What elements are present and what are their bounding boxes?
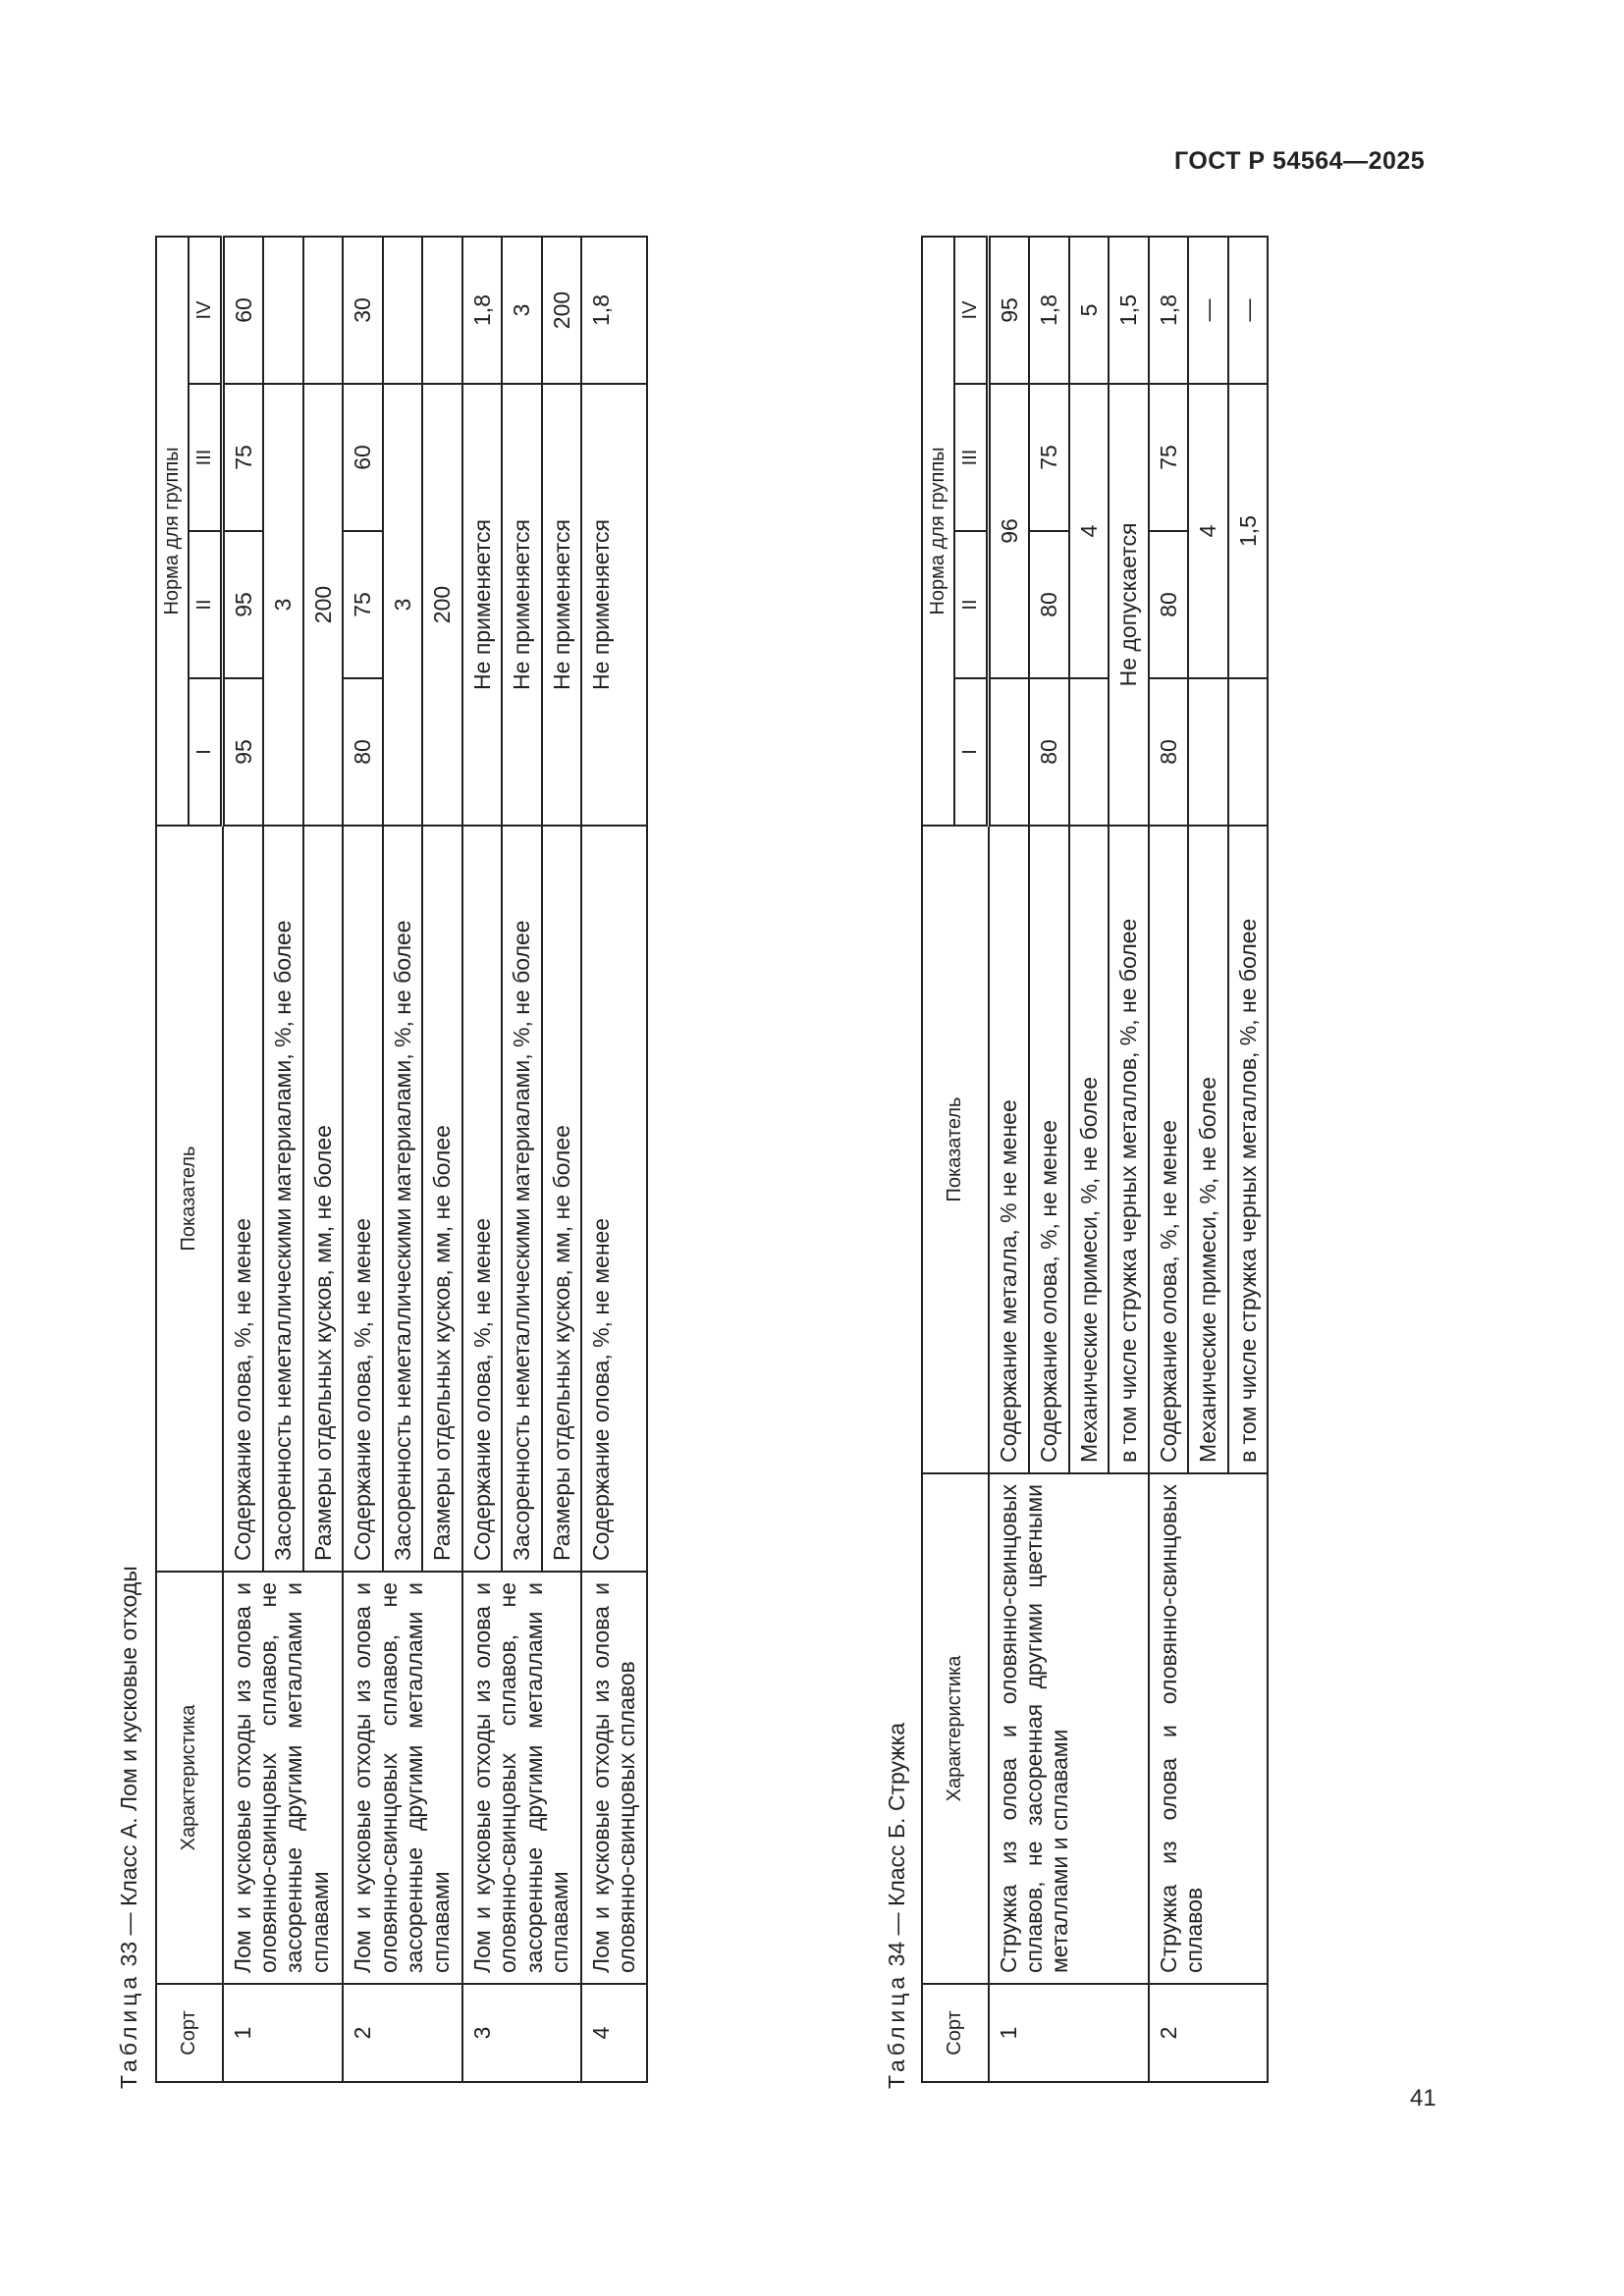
norm-cell: 75 xyxy=(223,384,264,531)
indicator-cell: Механические примеси, %, не более xyxy=(1188,826,1227,1473)
characteristic-cell: Лом и кусковые отходы из олова и оловянно-свинцовых сплавов, не засоренные другими металлами и сплавами xyxy=(462,1572,581,1984)
norm-cell: 1,8 xyxy=(581,237,647,384)
indicator-cell: Содержание олова, %, не менее xyxy=(462,826,502,1572)
norm-cell-empty xyxy=(1188,678,1227,826)
norm-cell: 1,8 xyxy=(1149,237,1188,384)
indicator-cell: в том числе стружка черных металлов, %, не более xyxy=(1228,826,1268,1473)
grade-cell: 3 xyxy=(462,1984,581,2082)
header-group-2: II xyxy=(954,531,989,678)
indicator-cell: Содержание олова, %, не менее xyxy=(223,826,264,1572)
norm-cell: Не применяется xyxy=(581,384,647,826)
indicator-cell: Содержание олова, %, не менее xyxy=(1149,826,1188,1473)
norm-cell-empty xyxy=(263,237,302,384)
page-number: 41 xyxy=(1410,2085,1436,2111)
norm-cell: 200 xyxy=(303,384,343,826)
norm-cell: Не применяется xyxy=(462,384,502,826)
header-grade: Сорт xyxy=(922,1984,989,2082)
norm-cell: 60 xyxy=(223,237,264,384)
standard-header: ГОСТ Р 54564—2025 xyxy=(1174,147,1426,175)
characteristic-cell: Стружка из олова и оловянно-свинцовых сплавов, не засоренная другими цветными металлами и сплавами xyxy=(989,1473,1149,1984)
norm-cell: 1,5 xyxy=(1109,237,1148,384)
norm-cell: 30 xyxy=(343,237,382,384)
characteristic-cell: Лом и кусковые отходы из олова и оловянно-свинцовых сплавов xyxy=(581,1572,647,1984)
header-characteristic: Характеристика xyxy=(156,1572,223,1984)
norm-cell-empty xyxy=(989,678,1030,826)
norm-cell-empty xyxy=(1069,678,1109,826)
header-characteristic: Характеристика xyxy=(922,1473,989,1984)
header-group-3: III xyxy=(954,384,989,531)
norm-cell: 3 xyxy=(502,237,541,384)
norm-cell: 95 xyxy=(989,237,1030,384)
header-group-1: I xyxy=(954,678,989,826)
indicator-cell: Содержание олова, %, не менее xyxy=(581,826,647,1572)
norm-cell: 95 xyxy=(223,678,264,826)
grade-cell: 1 xyxy=(223,1984,344,2082)
grade-cell: 2 xyxy=(343,1984,461,2082)
norm-cell: Не применяется xyxy=(542,384,581,826)
norm-cell: 80 xyxy=(1029,678,1068,826)
header-indicator: Показатель xyxy=(922,826,989,1473)
table34 xyxy=(921,236,1269,2083)
norm-cell: 95 xyxy=(223,531,264,678)
indicator-cell: Засоренность неметаллическими материалами, %, не более xyxy=(263,826,302,1572)
characteristic-cell: Лом и кусковые отходы из олова и оловянно-свинцовых сплавов, не засоренные другими металлами и сплавами xyxy=(343,1572,461,1984)
characteristic-cell: Стружка из олова и оловянно-свинцовых сплавов xyxy=(1149,1473,1268,1984)
norm-cell: 1,8 xyxy=(462,237,502,384)
grade-cell: 2 xyxy=(1149,1984,1268,2082)
norm-cell: 80 xyxy=(1029,531,1068,678)
indicator-cell: Засоренность неметаллическими материалами, %, не более xyxy=(383,826,422,1572)
norm-cell: 200 xyxy=(542,237,581,384)
norm-cell: 80 xyxy=(343,678,382,826)
indicator-cell: Размеры отдельных кусков, мм, не более xyxy=(303,826,343,1572)
characteristic-cell: Лом и кусковые отходы из олова и оловянно-свинцовых сплавов, не засоренные другими металлами и сплавами xyxy=(223,1572,344,1984)
header-group-1: I xyxy=(189,678,223,826)
norm-cell: 75 xyxy=(1149,384,1188,531)
norm-cell-empty xyxy=(1228,678,1268,826)
norm-cell-empty xyxy=(422,237,461,384)
grade-cell: 4 xyxy=(581,1984,647,2082)
header-norm: Норма для группы xyxy=(922,237,954,826)
norm-cell: 4 xyxy=(1069,384,1109,678)
indicator-cell: Засоренность неметаллическими материалами, %, не более xyxy=(502,826,541,1572)
norm-cell-empty xyxy=(303,237,343,384)
norm-cell: Не допускается xyxy=(1109,384,1148,826)
indicator-cell: Содержание олова, %, не менее xyxy=(1029,826,1068,1473)
header-group-4: IV xyxy=(189,237,223,384)
table33 xyxy=(155,236,648,2083)
header-group-2: II xyxy=(189,531,223,678)
header-group-4: IV xyxy=(954,237,989,384)
norm-cell: 1,8 xyxy=(1029,237,1068,384)
indicator-cell: в том числе стружка черных металлов, %, не более xyxy=(1109,826,1148,1473)
norm-cell: 4 xyxy=(1188,384,1227,678)
norm-cell-empty xyxy=(383,237,422,384)
norm-cell: 3 xyxy=(383,384,422,826)
indicator-cell: Размеры отдельных кусков, мм, не более xyxy=(542,826,581,1572)
norm-cell: — xyxy=(1228,237,1268,384)
norm-cell: Не применяется xyxy=(502,384,541,826)
norm-cell: 200 xyxy=(422,384,461,826)
table34-caption: Таблица 34 — Класс Б. Стружка xyxy=(884,1723,909,2089)
norm-cell: 75 xyxy=(1029,384,1068,531)
indicator-cell: Содержание олова, %, не менее xyxy=(343,826,382,1572)
norm-cell: 3 xyxy=(263,384,302,826)
indicator-cell: Механические примеси, %, не более xyxy=(1069,826,1109,1473)
grade-cell: 1 xyxy=(989,1984,1149,2082)
header-grade: Сорт xyxy=(156,1984,223,2082)
norm-cell: 80 xyxy=(1149,531,1188,678)
norm-cell: 5 xyxy=(1069,237,1109,384)
norm-cell: 60 xyxy=(343,384,382,531)
norm-cell: 75 xyxy=(343,531,382,678)
header-group-3: III xyxy=(189,384,223,531)
header-indicator: Показатель xyxy=(156,826,223,1572)
table33-caption: Таблица 33 — Класс А. Лом и кусковые отходы xyxy=(116,1566,141,2089)
header-norm: Норма для группы xyxy=(156,237,189,826)
norm-cell: 96 xyxy=(989,384,1030,678)
norm-cell: 80 xyxy=(1149,678,1188,826)
indicator-cell: Размеры отдельных кусков, мм, не более xyxy=(422,826,461,1572)
indicator-cell: Содержание металла, % не менее xyxy=(989,826,1030,1473)
norm-cell: 1,5 xyxy=(1228,384,1268,678)
norm-cell: — xyxy=(1188,237,1227,384)
